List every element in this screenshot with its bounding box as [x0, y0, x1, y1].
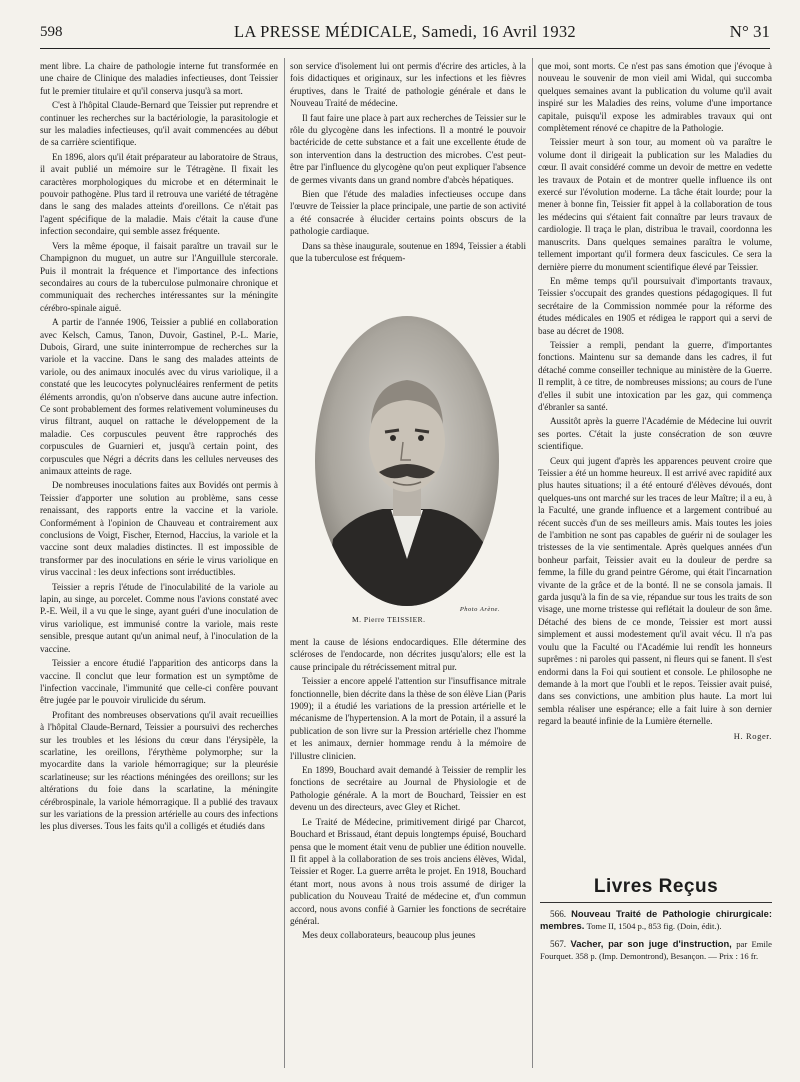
paragraph: Il faut faire une place à part aux recherches de Teissier sur le rôle du glycogène dans les infections. Il a montré le pouvoir bactéricide de cette substance et a fait une excellente étude de son intervention dans la destruction des microbes. C'est peut-être par l'influence du glycogène qu'on peut expliquer l'absence de germes vivants dans un grand nombre d'abcès hépatiques.	[290, 112, 526, 185]
list-item	[540, 908, 772, 933]
paragraph: En 1896, alors qu'il était préparateur au laboratoire de Straus, il avait publié un mémoire sur le Tétragène. Il fixait les caractères morphologiques du microbe et en déterminait le pouvoir pathogène. Plus tard il retrouva une variété de tétragène dans le sang des malades atteints d'oreillons. Ce n'était pas l'agent spécifique de la maladie. Mais c'était la cause d'une infection secondaire, qui semble assez fréquente.	[40, 151, 278, 237]
book-number: 566.	[550, 909, 567, 919]
column-1	[40, 60, 278, 835]
paragraph: De nombreuses inoculations faites aux Bovidés ont permis à Teissier d'apporter une solution au problème, sans cesse renaissant, des rapports entre la vaccine et la variole. Conformément à l'opinion de Chauveau et contrairement aux conclusions de Voigt, Fischer, Eternod, Haccius, la variole et la vaccine sont deux maladies distinctes. Il est impossible de transformer par des inoculations en série le virus variolique en virus vaccinal : les deux infections sont irréductibles.	[40, 480, 278, 578]
paragraph: Aussitôt après la guerre l'Académie de Médecine lui ouvrit ses portes. C'était la juste consécration de son œuvre scientifique.	[538, 416, 772, 452]
livres-recus-heading: Livres Reçus	[593, 876, 719, 897]
paragraph: ment libre. La chaire de pathologie interne fut transformée en une chaire de Clinique des maladies infectieuses, dont Teissier fut le premier titulaire et qu'il conserva jusqu'à sa mort.	[40, 61, 278, 96]
paragraph: que moi, sont morts. Ce n'est pas sans émotion que j'évoque à nouveau le souvenir de mon vieil ami Widal, qui succomba quelques semaines avant la publication du volume qu'il avait inspiré sur les Maladies des reins, volume d'une importance capitale, puisqu'il expose les admirables travaux qui ont complètement rénové ce chapitre de la Pathologie.	[538, 61, 772, 134]
paragraph: En 1899, Bouchard avait demandé à Teissier de remplir les fonctions de secrétaire au Journal de Physiologie et de Pathologie générale. A la mort de Bouchard, Teissier en est devenu un des directeurs, avec Gley et Richet.	[290, 765, 526, 813]
paragraph: Ceux qui jugent d'après les apparences peuvent croire que Teissier a été un homme heureux. Il est arrivé avec rapidité aux plus hautes situations; il a été entouré d'élèves dévoués, dont quelques-uns ont marché sur les traces de leur Maître; il a eu, à la Faculté, une grande influence et a largement contribué au récent succès d'un de ses meilleurs amis. Mais toutes les joies de l'ambition ne sont pas capables de guérir ni de soulager les tristesses de la vie sentimentale. Après quelques années d'un bonheur parfait, Teissier avait eu la douleur de perdre sa femme, la fille du grand peintre Gérome, qui était l'incarnation vivante de la grâce et de la bonté. Il ne se consola jamais. Il garda jusqu'à la fin de sa vie, répandue sur tous les traits de son visage, une morne tristesse qui reflétait la douleur de son âme. Détaché des biens de ce monde, Teissier est mort aussi simplement et aussi modestement qu'il avait vécu. Il n'a pas voulu que la Faculté ou l'Académie lui rendît les honneurs suprêmes : ni paroles qui passent, ni fleurs qui se fanent. Il s'est endormi dans la Foi qui soutient et console. Le philosophe ne demande à la mort que l'oubli et le repos. Teissier avait puisé, dans ses convictions, une ambition plus haute. La mort lui sembla réaliser une espérance; elle a fait luire à son dernier regard la beauté infinie de la Lumière éternelle.	[538, 455, 772, 727]
book-details: par Emile Fourquet. 358 p. (Imp. Demontrond), Besançon. — Prix : 16 fr.	[540, 938, 772, 962]
paragraph: C'est à l'hôpital Claude-Bernard que Teissier put reprendre et continuer les recherches sur la bactériologie, la parasitologie et sur les maladies infectieuses, qu'il avait commencées au début de sa carrière scientifique.	[40, 100, 278, 148]
header-rule	[40, 48, 770, 49]
column-2-top	[290, 60, 526, 267]
paragraph: Mes deux collaborateurs, beaucoup plus jeunes	[302, 930, 476, 941]
column-2-bottom	[290, 636, 526, 944]
paragraph: Le Traité de Médecine, primitivement dirigé par Charcot, Bouchard et Brissaud, étant depuis longtemps épuisé, Bouchard pensa que le moment était venu de publier une édition nouvelle. Il fit appel à la collaboration de ses trois anciens élèves, Widal, Teissier et Roger. La guerre arrêta le projet. En 1918, Bouchard étant mort, nous avons à nous trois assumé de diriger la publication du Nouveau Traité de médecine et, d'un commun accord, nous avons confié à Garnier les fonctions de secrétaire général.	[290, 816, 526, 926]
paragraph: Teissier meurt à son tour, au moment où va paraître le volume dont il dirigeait la publication sur les Maladies du cœur. Il avait considéré comme un devoir de mettre en vedette les travaux de Potain et de montrer quelle influence ils ont exercé sur l'évolution moderne. La tâche était lourde; pour la mener à bonne fin, Teissier fit appel à la collaboration de tous les médecins qui s'étaient fait connaître par leurs travaux de cardiologie. Il traça le plan, distribua le travail, coordonna les manuscrits. Dans quelques semaines paraîtra le volume, tellement important qu'il formera deux fascicules. Ce sera la dernière pierre du monument scientifique élevé par Teissier.	[538, 137, 772, 272]
livres-recus-rule	[540, 902, 772, 903]
issue-number: N° 31	[729, 22, 770, 41]
column-divider	[284, 58, 285, 1068]
paragraph: Vers la même époque, il faisait paraître un travail sur le Champignon du muguet, un autre sur l'Anguillule stercorale. Puis il montrait la fréquence et l'importance des infections secondaires au cours de la tuberculose pulmonaire chronique et communiquait des recherches intéressantes sur la méningite cérébro-spinale aiguë.	[40, 240, 278, 313]
books-received-list	[540, 908, 772, 968]
paragraph: Teissier a encore appelé l'attention sur l'insuffisance mitrale fonctionnelle, bien décrite dans la thèse de son élève Lian (Paris 1909); il a étudié les variations de la pression artérielle et le mécanisme de l'hypertension. A la mort de Potain, il a assuré la publication de son livre sur la Pression artérielle chez l'homme et les animaux, dernier hommage rendu à la mémoire de l'illustre clinicien.	[290, 676, 526, 761]
portrait-photo	[313, 314, 501, 609]
paragraph: Dans sa thèse inaugurale, soutenue en 1894, Teissier a établi que la tuberculose est fréquem-	[290, 240, 526, 264]
paragraph: En même temps qu'il poursuivait d'importants travaux, Teissier s'occupait des grandes questions pédagogiques. Il fut secrétaire de la Commission nommée pour la réforme des études médicales en 1905 et rédigea le rapport qui a servi de base au décret de 1908.	[538, 275, 772, 336]
paragraph: ment la cause de lésions endocardiques. Elle détermine des scléroses de l'endocarde, non décrites jusqu'alors; elle est la cause principale du rétrécissement mitral pur.	[290, 637, 526, 672]
column-divider	[532, 58, 533, 1068]
journal-title: LA PRESSE MÉDICALE, Samedi, 16 Avril 1932	[233, 22, 576, 41]
paragraph: Teissier a rempli, pendant la guerre, d'importantes fonctions. Maintenu sur sa demande dans les cadres, il fut détaché comme conseiller technique au ministère de la Guerre. Il remplit, à ce titre, de nombreuses missions; au cours de l'une d'elles il subit une intoxication par les gaz, qui commença d'ébranler sa santé.	[538, 339, 772, 412]
book-title: Vacher, par son juge d'instruction,	[570, 937, 732, 949]
paragraph: A partir de l'année 1906, Teissier a publié en collaboration avec Kelsch, Camus, Tanon, Duvoir, Gastinel, P.-L. Marie, Dubois, Girard, une suite ininterrompue de recherches sur la variole et la vaccine. Dans le sang des malades atteints de variole, ou des animaux inoculés avec du virus variolique, il a constaté que les leucocytes polynucléaires renferment de petits éléments arrondis, qu'on n'observe dans aucune autre infection. Ce sont probablement des formes relativement volumineuses du virus filtrant, auquel on rattache le développement de la maladie. Ces corpuscules peuvent être rapprochés des corpuscules de Guarnieri et, jusqu'à certain point, des corpuscules que Négri a décrits dans les cellules nerveuses des animaux atteints de rage.	[40, 317, 278, 476]
book-number: 567.	[550, 938, 567, 949]
page-header	[40, 20, 770, 46]
book-details: Tome II, 1504 p., 853 fig. (Doin, édit.).	[586, 921, 722, 932]
paragraph: Profitant des nombreuses observations qu'il avait recueillies à l'hôpital Claude-Bernard, Teissier a poursuivi des recherches sur les troubles et les lésions du cœur dans l'érysipèle, la scarlatine, les oreillons, l'érythème polymorphe; sur la myocardite dans la variole hémorragique; sur la pleurésie scarlatineuse; sur les réactions méningées des oreillons; sur les altérations du foie dans la scarlatine, la méningite cérébrospinale, la variole hémorragique. Il a publié des travaux sur les variations de la pression artérielle au cours des infections les plus diverses. Tous les faits qu'il a colligés et étudiés dans	[40, 709, 278, 832]
author-signature: H. Roger.	[733, 730, 772, 741]
paragraph: Teissier a repris l'étude de l'inoculabilité de la variole au lapin, au singe, au porcelet. Comme nous l'avions constaté avec P.-E. Weil, il a vu que le singe, ayant guéri d'une inoculation de virus variolique, est immunisé contre la variole, mais reste sensible, presque autant qu'un animal neuf, à l'inoculation de la vaccine.	[40, 581, 278, 654]
page-number: 598	[40, 24, 63, 40]
paragraph: son service d'isolement lui ont permis d'écrire des articles, à la fois didactiques et originaux, sur les infections et les fièvres éruptives, dans le Traité de pathologie générale et dans le Nouveau Traité de médecine.	[290, 61, 526, 109]
column-3	[538, 60, 772, 742]
list-item	[540, 938, 772, 963]
book-title: Nouveau Traité de Pathologie chirurgicale: membres.	[540, 908, 773, 932]
photo-credit: Photo Arène.	[459, 606, 500, 613]
caption-name: M. Pierre TEISSIER.	[352, 615, 426, 624]
paragraph: Bien que l'étude des maladies infectieuses occupe dans l'œuvre de Teissier la place principale, une partie de son activité a été consacrée à élucider certains points obscurs de la pathologie cardiaque.	[290, 189, 526, 237]
paragraph: Teissier a encore étudié l'apparition des anticorps dans la vaccine. Il conclut que leur formation est un symptôme de l'infection vaccinale, l'immunité que celle-ci confère pouvant être jugée par le pouvoir virulicide du sérum.	[40, 658, 278, 706]
photo-caption	[292, 606, 528, 624]
